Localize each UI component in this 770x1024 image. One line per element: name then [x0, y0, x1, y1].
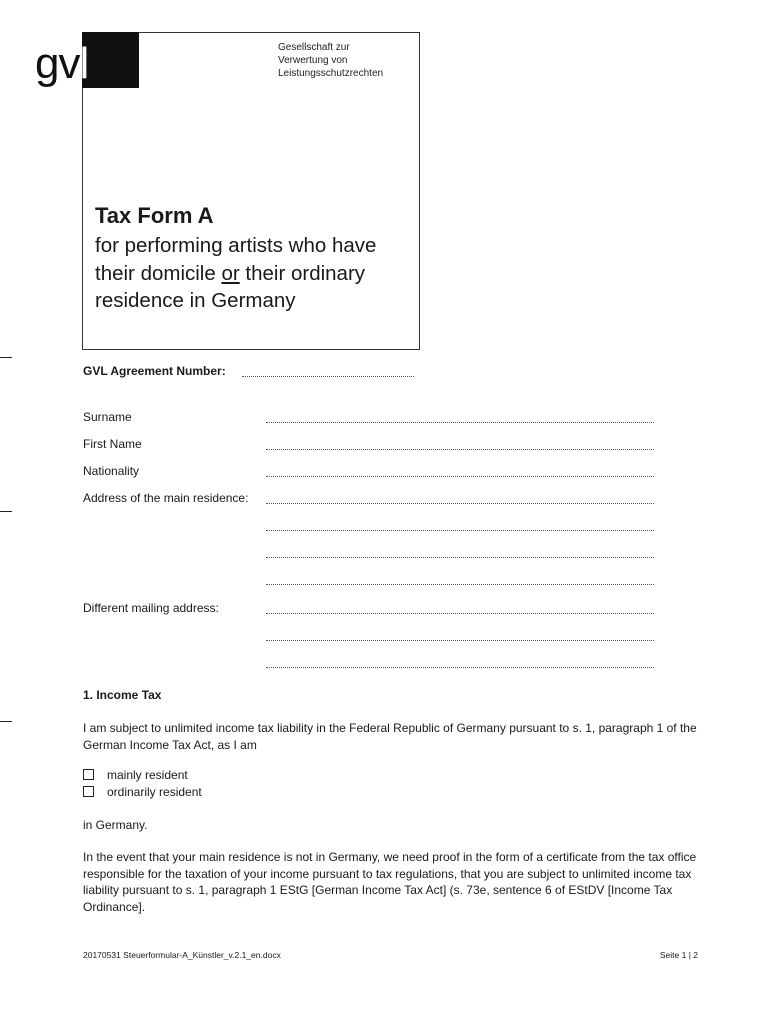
margin-tick	[0, 357, 12, 358]
first-name-label: First Name	[83, 437, 142, 451]
form-title: Tax Form A	[95, 203, 214, 228]
footer-filename: 20170531 Steuerformular-A_Künstler_v.2.1_en.docx	[83, 950, 281, 960]
footer-page-number: Seite 1 | 2	[659, 950, 698, 960]
address-field-line-3[interactable]	[266, 557, 654, 558]
surname-field[interactable]	[266, 422, 654, 423]
mailing-field-line-3[interactable]	[266, 667, 654, 668]
address-label: Address of the main residence:	[83, 491, 249, 505]
mailing-field-line-1[interactable]	[266, 613, 654, 614]
agreement-number-field[interactable]	[242, 376, 414, 377]
address-field-line-2[interactable]	[266, 530, 654, 531]
option-mainly-resident[interactable]: mainly resident	[83, 768, 188, 783]
logo-block	[82, 32, 139, 88]
mailing-address-label: Different mailing address:	[83, 601, 219, 615]
income-tax-intro: I am subject to unlimited income tax liability in the Federal Republic of Germany pursuant to s. 1, paragraph 1 of the German Income Tax Act, as I am	[83, 721, 697, 752]
address-field-line-4[interactable]	[266, 584, 654, 585]
gvl-logo: gvl	[35, 39, 89, 88]
agreement-number-label: GVL Agreement Number:	[83, 364, 226, 378]
checkbox-icon[interactable]	[83, 769, 94, 780]
form-subtitle: for performing artists who have their domicile or their ordinary residence in Germany	[95, 234, 377, 312]
in-germany-text: in Germany.	[83, 818, 148, 832]
option-ordinarily-resident[interactable]: ordinarily resident	[83, 785, 202, 800]
income-tax-heading: 1. Income Tax	[83, 688, 162, 702]
margin-tick	[0, 511, 12, 512]
org-name-line-1: Gesellschaft zur	[278, 42, 350, 53]
surname-label: Surname	[83, 410, 132, 424]
nationality-label: Nationality	[83, 464, 140, 478]
income-tax-note: In the event that your main residence is not in Germany, we need proof in the form of a certificate from the tax office responsible for the taxation of your income pursuant to tax regulations, that you are subject to unlimited income tax liability pursuant to s. 1, paragraph 1 EStG [German Income Tax Act] (s. 73e, sentence 6 of EStDV [Income Tax Ordinance].	[83, 850, 697, 914]
margin-tick	[0, 721, 12, 722]
address-field-line-1[interactable]	[266, 503, 654, 504]
first-name-field[interactable]	[266, 449, 654, 450]
org-name-line-2: Verwertung von	[278, 55, 348, 66]
mailing-field-line-2[interactable]	[266, 640, 654, 641]
checkbox-icon[interactable]	[83, 786, 94, 797]
org-name-line-3: Leistungsschutzrechten	[278, 68, 384, 79]
nationality-field[interactable]	[266, 476, 654, 477]
